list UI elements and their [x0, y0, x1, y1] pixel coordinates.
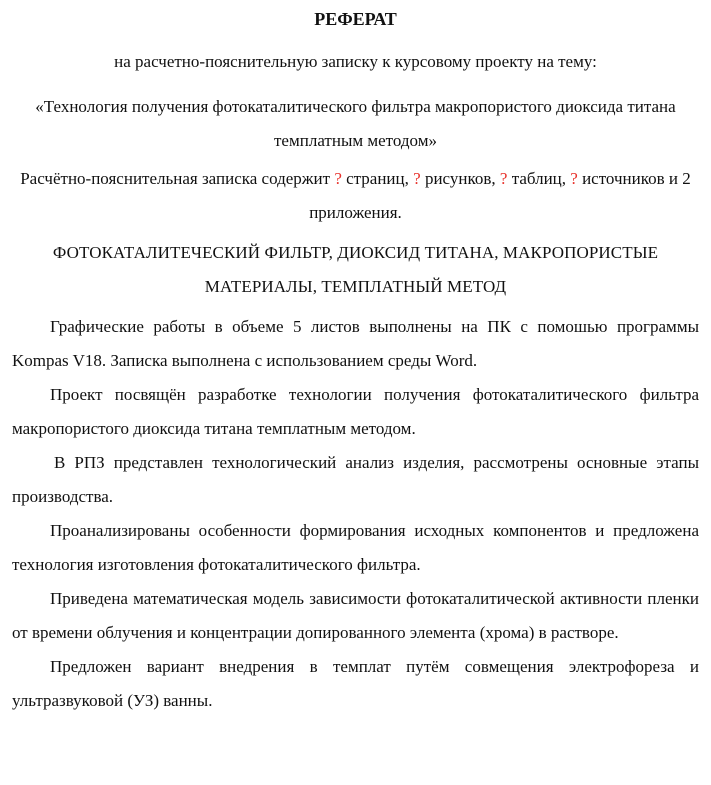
- tables-count-marker: ?: [499, 169, 508, 188]
- document-title: РЕФЕРАТ: [314, 9, 397, 29]
- paragraph-purpose: Проект посвящён разработке технологии получения фотокаталитического фильтра макропористого диоксида титана темплатным методом.: [12, 385, 699, 438]
- paragraph-model: Приведена математическая модель зависимости фотокаталитической активности пленки от времени облучения и концентрации допированного элемента (хрома) в растворе.: [12, 589, 699, 642]
- paragraph-components: Проанализированы особенности формирования исходных компонентов и предложена технология изготовления фотокаталитического фильтра.: [12, 521, 699, 574]
- paragraph-graphics: Графические работы в объеме 5 листов выполнены на ПК с помошью программы Kompas V18. Записка выполнена с использованием среды Word.: [12, 317, 699, 370]
- paragraph-proposal: Предложен вариант внедрения в темплат путём совмещения электрофореза и ультразвуковой (УЗ) ванны.: [12, 657, 699, 710]
- document-subtitle: на расчетно-пояснительную записку к курсовому проекту на тему:: [114, 52, 597, 71]
- pages-count-marker: ?: [334, 169, 342, 188]
- sources-count-marker: ?: [570, 169, 578, 188]
- project-topic: «Технология получения фотокаталитического фильтра макропористого диоксида титана темплатным методом»: [35, 97, 676, 150]
- paragraph-analysis: В РПЗ представлен технологический анализ изделия, рассмотрены основные этапы производства.: [12, 453, 699, 506]
- figures-text: рисунков,: [420, 169, 500, 188]
- figures-count-marker: ?: [413, 169, 421, 188]
- sources-text: источников и 2 приложения.: [309, 169, 691, 222]
- tables-text: таблиц,: [507, 169, 571, 188]
- pages-text: страниц,: [341, 169, 414, 188]
- contents-prefix: Расчётно-пояснительная записка содержит: [20, 169, 335, 188]
- contents-summary: [12, 162, 699, 230]
- keywords: ФОТОКАТАЛИТЕЧЕСКИЙ ФИЛЬТР, ДИОКСИД ТИТАНА, МАКРОПОРИСТЫЕ МАТЕРИАЛЫ, ТЕМПЛАТНЫЙ МЕТОД: [52, 243, 659, 296]
